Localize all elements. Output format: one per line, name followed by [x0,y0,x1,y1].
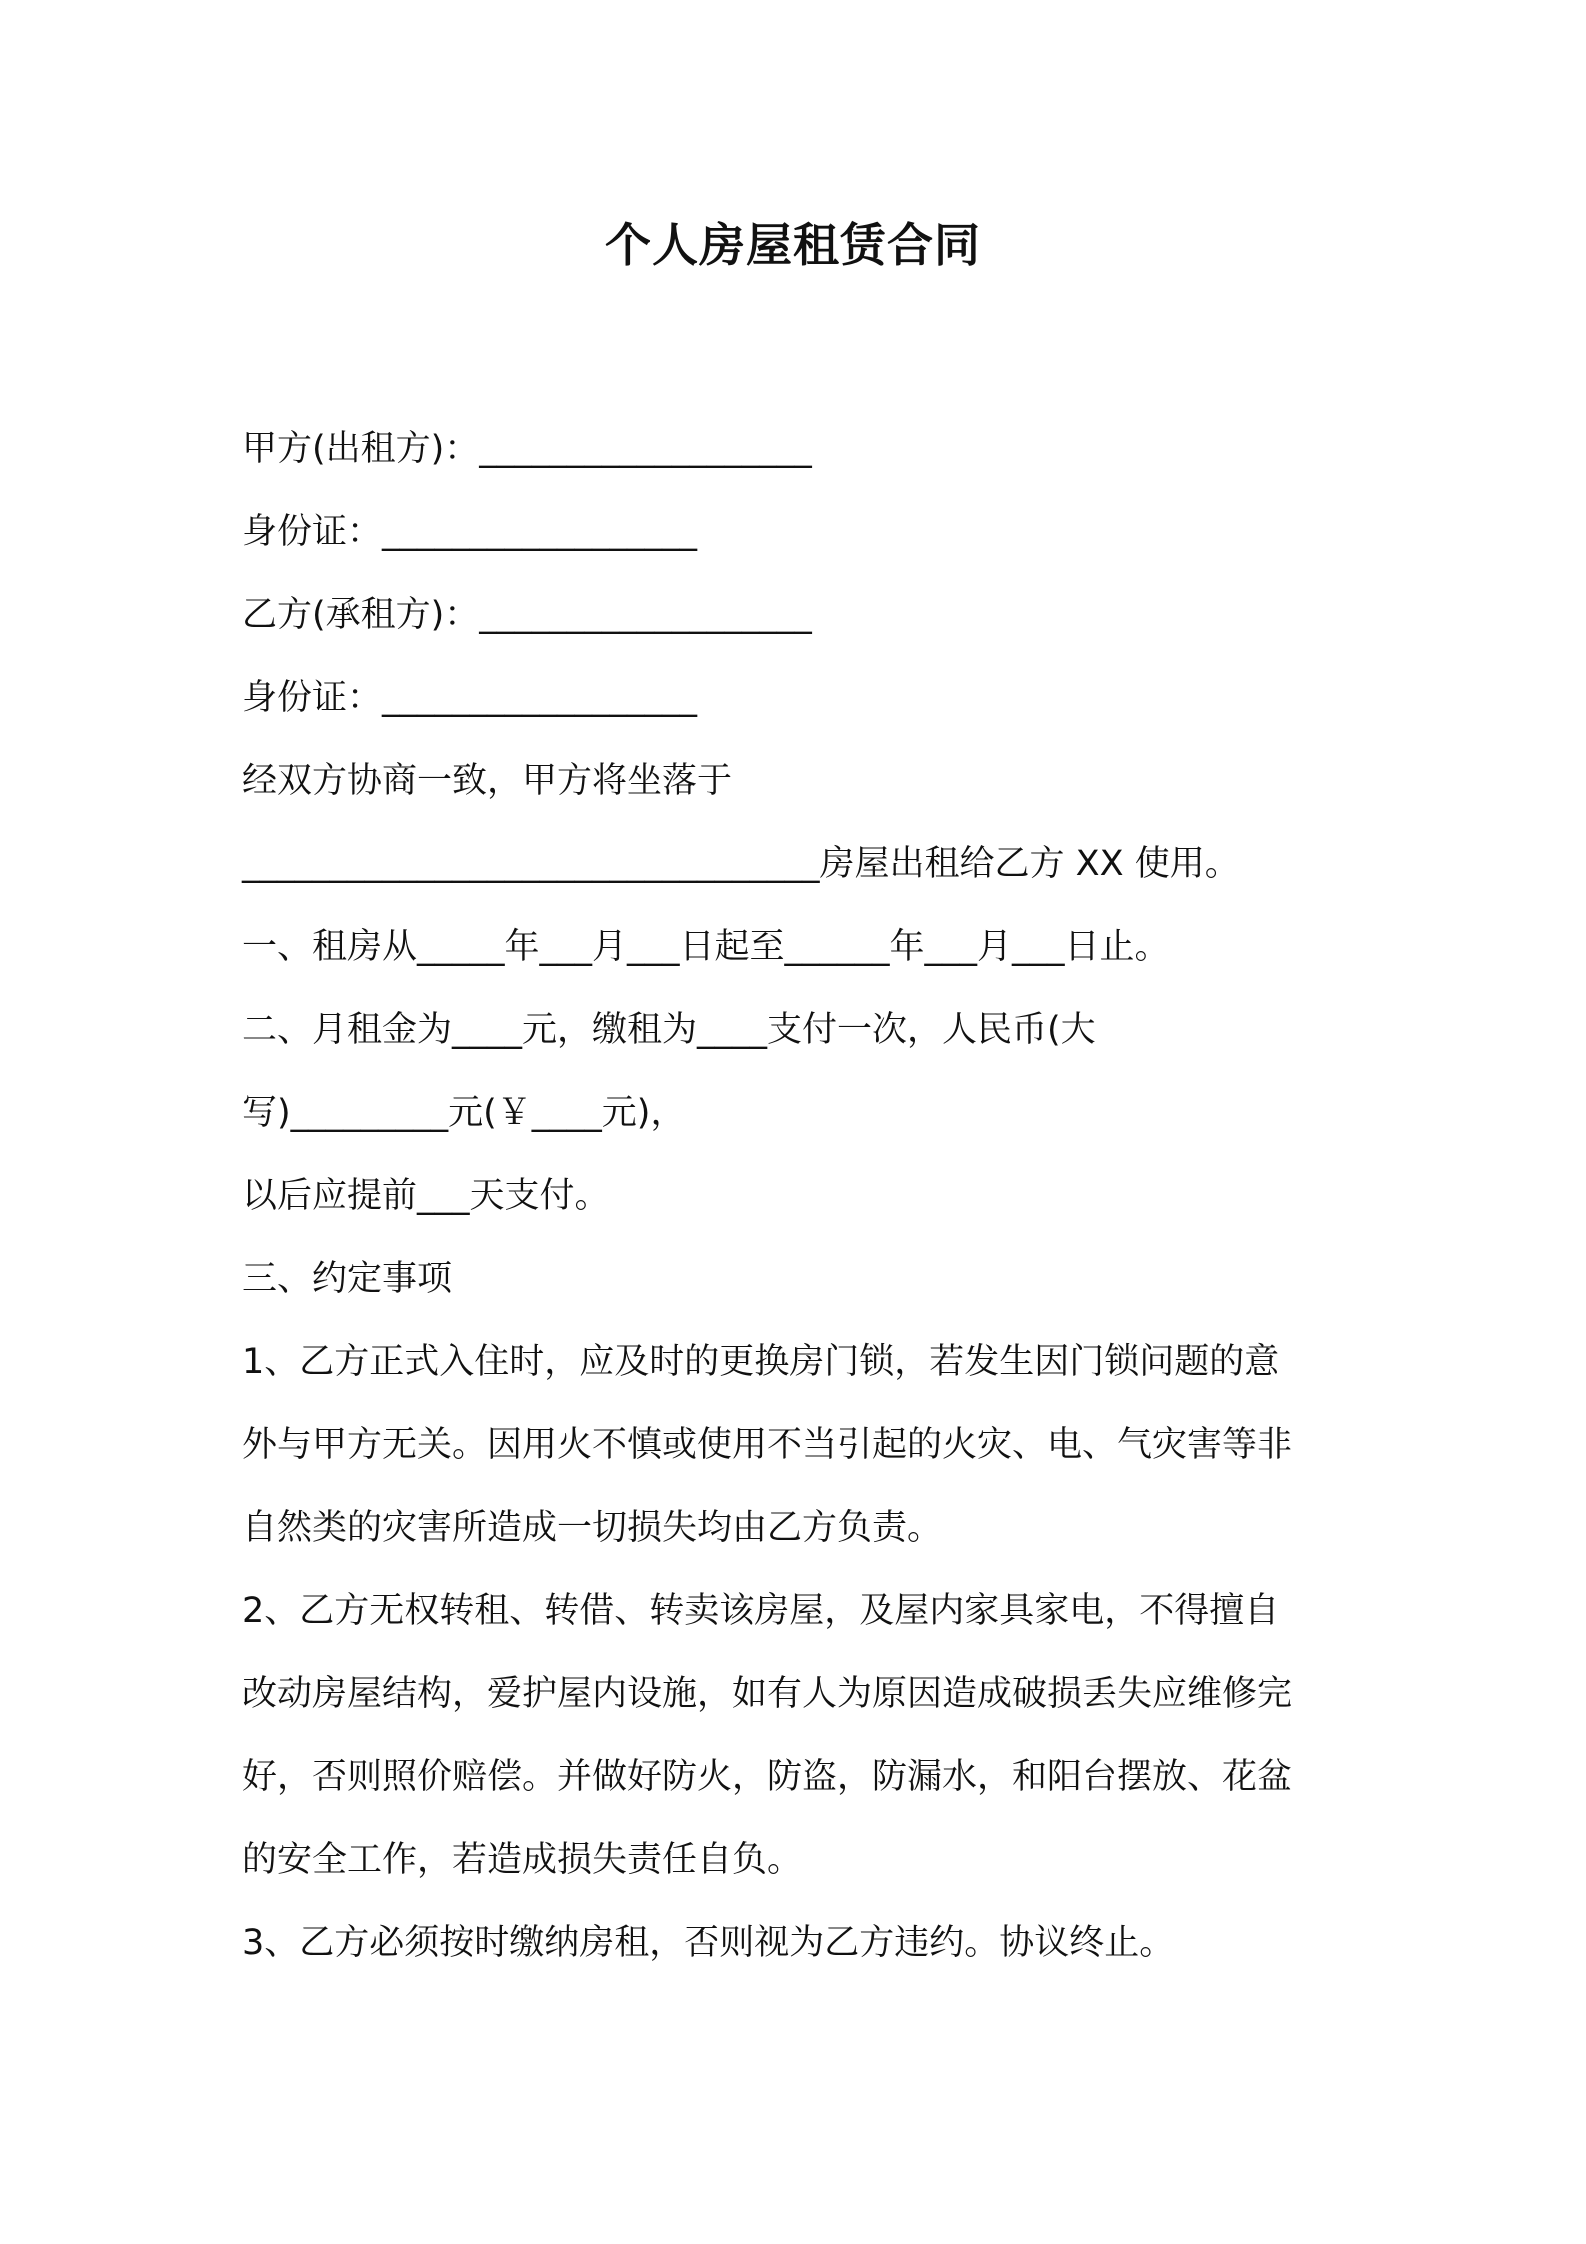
clause-1-line-2: 外与甲方无关。因用火不慎或使用不当引起的火灾、电、气灾害等非 [242,1425,1293,1465]
lessor-id-line: 身份证：__________________ [242,512,698,552]
clause-1-line-3: 自然类的灾害所造成一切损失均由乙方负责。 [242,1508,943,1548]
property-address-line: _________________________________房屋出租给乙方 XX 使用。 [242,844,1240,884]
rent-amount-line: 写)_________元(￥____元)， [242,1093,686,1133]
clause-2-line-4: 的安全工作，若造成损失责任自负。 [242,1840,803,1880]
lessee-id-line: 身份证：__________________ [242,678,698,718]
lease-term-line: 一、租房从_____年___月___日起至______年___月___日止。 [242,927,1170,967]
clause-3-line-1: 3、乙方必须按时缴纳房租，否则视为乙方违约。协议终止。 [242,1923,1175,1963]
clause-1-line-1: 1、乙方正式入住时，应及时的更换房门锁，若发生因门锁问题的意 [242,1342,1280,1382]
clause-2-line-3: 好，否则照价赔偿。并做好防火，防盗，防漏水，和阳台摆放、花盆 [242,1757,1293,1797]
document-title: 个人房屋租赁合同 [605,218,981,272]
section-heading-terms: 三、约定事项 [242,1259,453,1299]
lessor-line: 甲方(出租方)：___________________ [242,429,812,469]
clause-2-line-2: 改动房屋结构，爱护屋内设施，如有人为原因造成破损丢失应维修完 [242,1674,1293,1714]
clause-2-line-1: 2、乙方无权转租、转借、转卖该房屋，及屋内家具家电，不得擅自 [242,1591,1280,1631]
rent-line: 二、月租金为____元，缴租为____支付一次，人民币(大 [242,1010,1096,1050]
agreement-intro-line: 经双方协商一致，甲方将坐落于 [242,761,733,801]
document-body [242,408,1362,1985]
lessee-line: 乙方(承租方)：___________________ [242,595,812,635]
payment-advance-line: 以后应提前___天支付。 [242,1176,610,1216]
